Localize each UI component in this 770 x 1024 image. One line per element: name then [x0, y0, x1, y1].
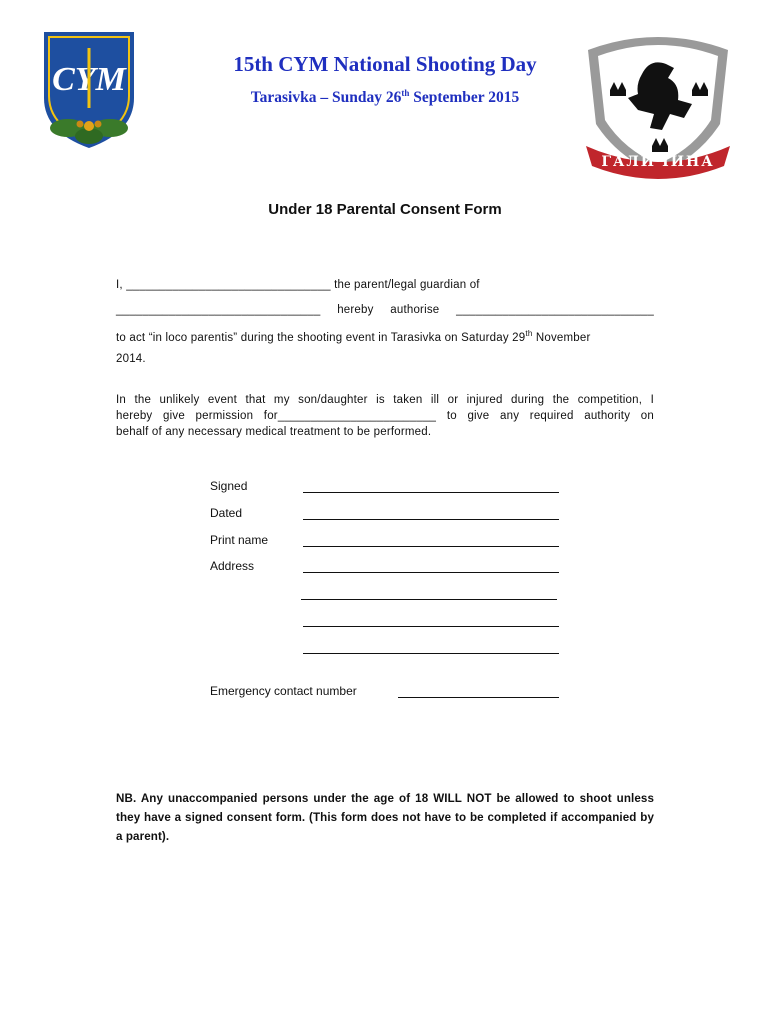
galychyna-banner-text: ГАЛИЧИНА: [601, 154, 715, 170]
address-line-2[interactable]: [301, 599, 557, 600]
permission-blank[interactable]: ________________________: [277, 410, 437, 422]
signed-line[interactable]: [303, 492, 559, 493]
authorised-person-blank[interactable]: ______________________________: [456, 304, 654, 316]
emergency-contact-line[interactable]: [398, 697, 559, 698]
address-line-3[interactable]: [303, 626, 559, 627]
form-title: Under 18 Parental Consent Form: [268, 201, 502, 218]
address-label: Address: [210, 559, 255, 573]
consent-line-3: to act “in loco parentis” during the shooting event in Tarasivka on Saturday 29th November: [116, 329, 591, 344]
cym-emblem-icon: [40, 28, 138, 152]
nb-note: NB. Any unaccompanied persons under the age of 18 WILL NOT be allowed to shoot unless they have a signed consent form. (This form does not have to be completed if accompanied by a parent).: [116, 792, 654, 843]
galychyna-lion-shield-icon: [580, 28, 736, 188]
consent-line-1: I, _______________________________ the parent/legal guardian of: [116, 279, 480, 291]
medical-line-2: hereby give permission for________________________ to give any required authority on: [116, 410, 654, 422]
dated-line[interactable]: [303, 519, 559, 520]
child-name-blank[interactable]: _______________________________: [116, 304, 321, 316]
address-line-4[interactable]: [303, 653, 559, 654]
guardian-name-blank[interactable]: _______________________________: [126, 279, 331, 291]
emergency-contact-label: Emergency contact number: [210, 684, 357, 698]
event-subtitle: Tarasivka – Sunday 26th September 2015: [250, 88, 520, 107]
medical-line-3: behalf of any necessary medical treatment to be performed.: [116, 426, 432, 438]
signed-label: Signed: [210, 479, 248, 493]
print-name-label: Print name: [210, 533, 269, 547]
consent-line-4: 2014.: [116, 353, 146, 365]
print-name-line[interactable]: [303, 546, 559, 547]
event-title: 15th CYM National Shooting Day: [233, 52, 537, 76]
consent-line-2: _______________________________ hereby authorise ______________________________: [116, 304, 654, 316]
dated-label: Dated: [210, 506, 243, 520]
medical-line-1: In the unlikely event that my son/daughter is taken ill or injured during the competition, I: [116, 394, 654, 406]
cym-monogram: CYM: [52, 61, 126, 98]
address-line-1[interactable]: [303, 572, 559, 573]
